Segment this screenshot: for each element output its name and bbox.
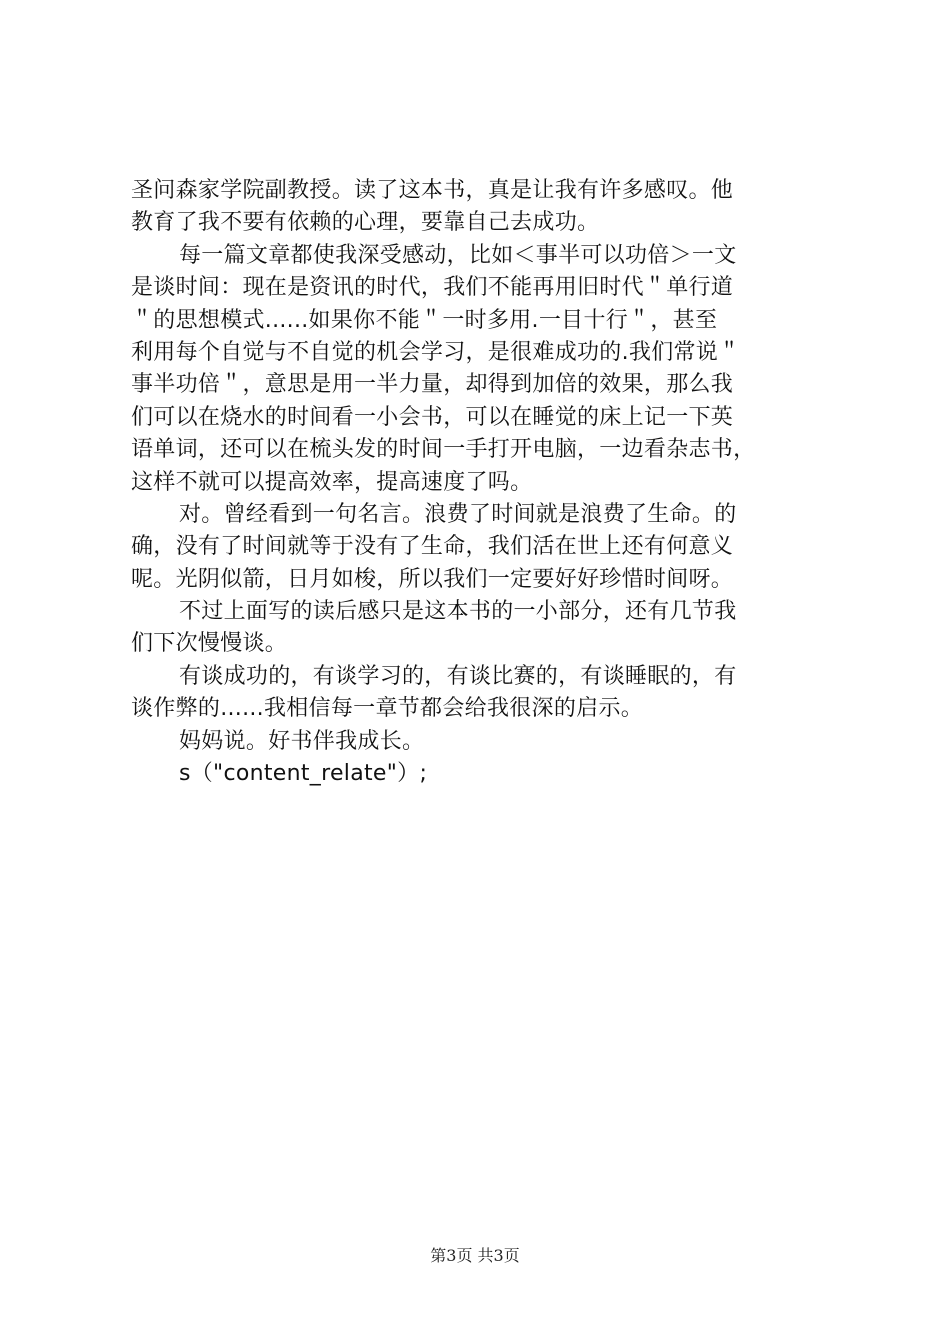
page-footer: 第3页 共3页 — [430, 1246, 520, 1265]
code-line: s（"content_relate"）; — [179, 761, 428, 787]
paragraph-start-line: 妈妈说。好书伴我成长。 — [179, 728, 425, 754]
text-line: 们可以在烧水的时间看一小会书，可以在睡觉的床上记一下英 — [131, 404, 734, 430]
paragraph-start-line: 有谈成功的，有谈学习的，有谈比赛的，有谈睡眠的，有 — [179, 663, 737, 689]
text-line: 这样不就可以提高效率，提高速度了吗。 — [131, 469, 533, 495]
text-line: ＂的思想模式......如果你不能＂一时多用.一目十行＂，甚至 — [131, 307, 718, 333]
text-line: 呢。光阴似箭，日月如梭，所以我们一定要好好珍惜时间呀。 — [131, 566, 734, 592]
text-line: 确，没有了时间就等于没有了生命，我们活在世上还有何意义 — [131, 534, 734, 560]
text-line: 语单词，还可以在梳头发的时间一手打开电脑，一边看杂志书， — [131, 437, 756, 463]
text-line: 事半功倍＂，意思是用一半力量，却得到加倍的效果，那么我 — [131, 372, 734, 398]
document-body — [131, 175, 833, 790]
text-line: 们下次慢慢谈。 — [131, 631, 288, 657]
text-line: 谈作弊的......我相信每一章节都会给我很深的启示。 — [131, 696, 644, 722]
text-line: 利用每个自觉与不自觉的机会学习，是很难成功的.我们常说＂ — [131, 339, 741, 365]
paragraph-start-line: 每一篇文章都使我深受感动，比如＜事半可以功倍＞一文 — [179, 242, 737, 268]
text-line: 圣问森家学院副教授。读了这本书，真是让我有许多感叹。他 — [131, 178, 734, 203]
paragraph-start-line: 对。曾经看到一句名言。浪费了时间就是浪费了生命。的 — [179, 501, 737, 527]
text-line: 是谈时间：现在是资讯的时代，我们不能再用旧时代＂单行道 — [131, 275, 734, 301]
paragraph-start-line: 不过上面写的读后感只是这本书的一小部分，还有几节我 — [179, 599, 737, 625]
text-line: 教育了我不要有依赖的心理，要靠自己去成功。 — [131, 210, 600, 236]
